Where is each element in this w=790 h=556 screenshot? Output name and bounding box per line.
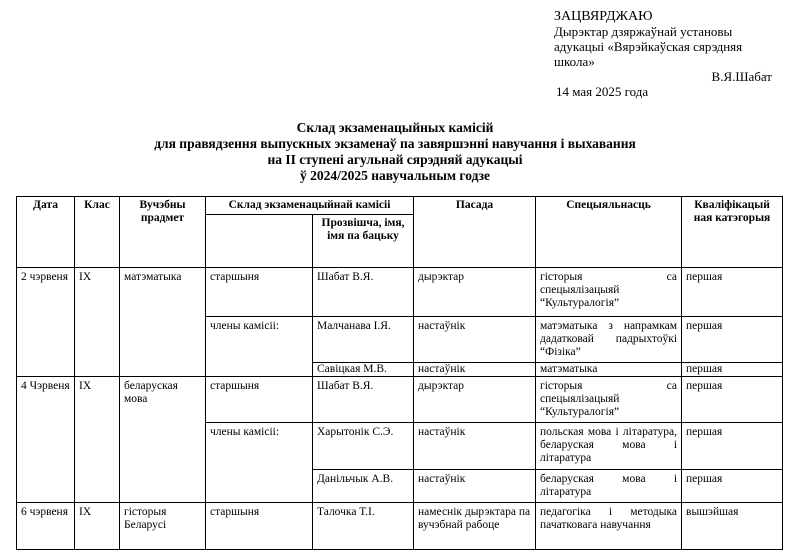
- approval-title: ЗАЦВЯРДЖАЮ: [554, 9, 653, 24]
- header-name: Прозвішча, імя, імя па бацьку: [313, 215, 414, 268]
- header-specialty: Спецыяльнасць: [536, 197, 682, 268]
- heading-line-4: ў 2024/2025 навучальным годзе: [299, 168, 490, 183]
- cell-name: Савіцкая М.В.: [313, 363, 414, 377]
- cell-role: старшыня: [206, 268, 313, 317]
- cell-position: настаўнік: [414, 423, 536, 470]
- cell-position: намеснік дырэктара па вучэбнай рабоце: [414, 503, 536, 550]
- cell-name: Шабат В.Я.: [313, 377, 414, 423]
- header-date: Дата: [17, 197, 75, 268]
- cell-position: настаўнік: [414, 317, 536, 363]
- cell-role: старшыня: [206, 377, 313, 423]
- cell-subject: беларуская мова: [120, 377, 206, 503]
- cell-role: члены камісіі:: [206, 317, 313, 377]
- cell-subject: матэматыка: [120, 268, 206, 377]
- cell-specialty: матэматыка: [536, 363, 682, 377]
- cell-position: дырэктар: [414, 268, 536, 317]
- approval-signer: В.Я.Шабат: [711, 69, 772, 84]
- cell-date: 6 чэрвеня: [17, 503, 75, 550]
- cell-name: Шабат В.Я.: [313, 268, 414, 317]
- cell-class: IX: [75, 503, 120, 550]
- header-class: Клас: [75, 197, 120, 268]
- header-position: Пасада: [414, 197, 536, 268]
- table-row: [17, 268, 783, 317]
- header-role-empty: [206, 215, 313, 268]
- cell-specialty: гісторыя са спецыялізацыяй “Культуралогія”: [536, 268, 682, 317]
- cell-name: Данільчык А.В.: [313, 470, 414, 503]
- heading-line-3: на ІІ ступені агульнай сярэдняй адукацыі: [267, 152, 523, 167]
- cell-category: першая: [682, 363, 783, 377]
- approval-block: [554, 9, 780, 99]
- cell-category: першая: [682, 317, 783, 363]
- cell-role: члены камісіі:: [206, 423, 313, 503]
- cell-name: Талочка Т.І.: [313, 503, 414, 550]
- cell-subject: гісторыя Беларусі: [120, 503, 206, 550]
- header-category: Кваліфікацый ная катэгорыя: [682, 197, 783, 268]
- heading-line-1: Склад экзаменацыйных камісій: [296, 120, 494, 135]
- cell-position: настаўнік: [414, 363, 536, 377]
- cell-category: першая: [682, 470, 783, 503]
- cell-name: Малчанава І.Я.: [313, 317, 414, 363]
- cell-date: 4 Чэрвеня: [17, 377, 75, 503]
- cell-category: першая: [682, 377, 783, 423]
- cell-date: 2 чэрвеня: [17, 268, 75, 377]
- document-heading: [0, 120, 790, 184]
- table-row: [17, 377, 783, 423]
- heading-line-2: для правядзення выпускных экзаменаў па завяршэнні навучання і выхавання: [154, 136, 636, 151]
- cell-specialty: беларуская мова і літаратура: [536, 470, 682, 503]
- cell-category: вышэйшая: [682, 503, 783, 550]
- table-row: [17, 503, 783, 550]
- cell-position: настаўнік: [414, 470, 536, 503]
- cell-role: старшыня: [206, 503, 313, 550]
- approval-position: Дырэктар дзяржаўнай установы адукацыі «Вярэйкаўская сярэдняя школа»: [554, 24, 743, 69]
- header-subject: Вучэбны прадмет: [120, 197, 206, 268]
- cell-specialty: гісторыя са спецыялізацыяй “Культуралогія”: [536, 377, 682, 423]
- cell-name: Харытонік С.Э.: [313, 423, 414, 470]
- cell-position: дырэктар: [414, 377, 536, 423]
- header-row: [17, 197, 783, 215]
- commission-table: [16, 196, 783, 550]
- cell-class: IX: [75, 268, 120, 377]
- approval-date: 14 мая 2025 года: [556, 84, 649, 99]
- cell-category: першая: [682, 268, 783, 317]
- cell-class: IX: [75, 377, 120, 503]
- cell-category: першая: [682, 423, 783, 470]
- header-commission: Склад экзаменацыйнай камісіі: [206, 197, 414, 215]
- cell-specialty: матэматыка з напрамкам дадатковай падрыхтоўкі “Фізіка”: [536, 317, 682, 363]
- cell-specialty: педагогіка і методыка пачатковага навучання: [536, 503, 682, 550]
- cell-specialty: польская мова і літаратура, беларуская мова і літаратура: [536, 423, 682, 470]
